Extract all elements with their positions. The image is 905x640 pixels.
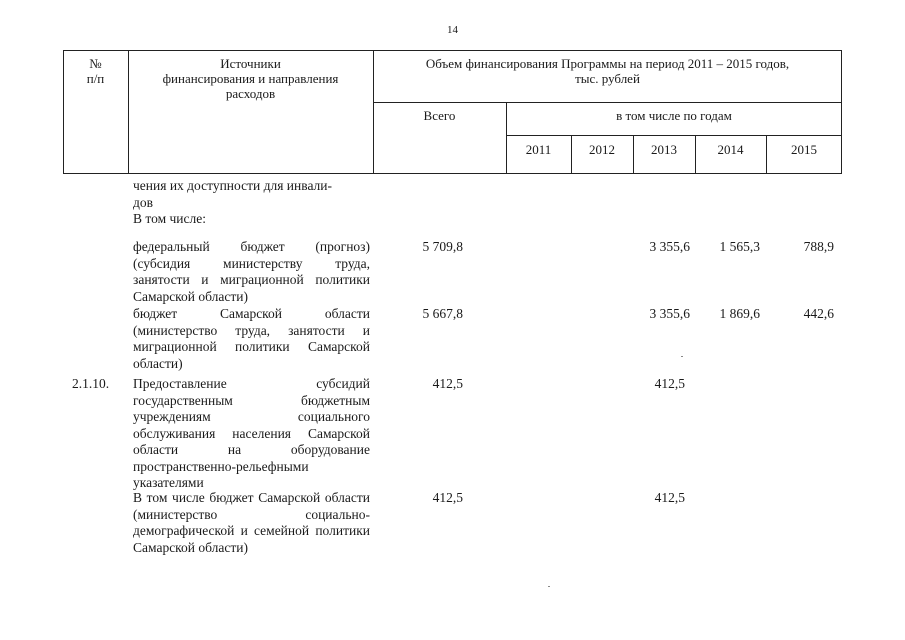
row-2013: 412,5	[654, 376, 685, 391]
header-year-2012: 2012	[589, 142, 615, 157]
row-total: 5 667,8	[422, 306, 463, 321]
page-number: 14	[447, 24, 458, 36]
row-description: бюджет Самарской области (министерство труда, занятости и миграционной политики Самарской области)	[133, 306, 370, 371]
row-2015: 442,6	[803, 306, 834, 321]
header-year-2014: 2014	[717, 142, 744, 157]
header-year-2015: 2015	[791, 142, 817, 157]
row-2013: 3 355,6	[649, 239, 690, 254]
row-2015: 788,9	[803, 239, 834, 254]
scan-speck	[548, 586, 550, 587]
row-description: чения их доступности для инвали- дов В том числе:	[133, 178, 333, 226]
scan-speck	[681, 356, 683, 357]
header-by-years: в том числе по годам	[616, 108, 732, 123]
row-2013: 412,5	[654, 490, 685, 505]
row-description: Предоставление субсидий государственным бюджетным учреждениям социального обслуживания населения Самарской области на оборудование пространственно-рельефными указателями	[133, 376, 370, 490]
row-2013: 3 355,6	[649, 306, 690, 321]
row-total: 412,5	[432, 376, 463, 391]
row-total: 412,5	[432, 490, 463, 505]
row-description: федеральный бюджет (прогноз) (субсидия министерству труда, занятости и миграционной политики Самарской области)	[133, 239, 370, 304]
header-volume: Объем финансирования Программы на период 2011 – 2015 годов, тыс. рублей	[425, 56, 790, 86]
header-year-2011: 2011	[525, 142, 552, 157]
row-total: 5 709,8	[422, 239, 463, 254]
header-sources: Источники финансирования и направления расходов	[162, 56, 339, 101]
row-number: 2.1.10.	[72, 376, 110, 391]
header-number: № п/п	[86, 56, 105, 86]
row-description: В том числе бюджет Самарской области (министерство социально-демографической и семейной политики Самарской области)	[133, 490, 370, 555]
row-2014: 1 565,3	[719, 239, 760, 254]
header-total: Всего	[423, 108, 456, 123]
row-2014: 1 869,6	[719, 306, 760, 321]
header-year-2013: 2013	[651, 142, 677, 157]
